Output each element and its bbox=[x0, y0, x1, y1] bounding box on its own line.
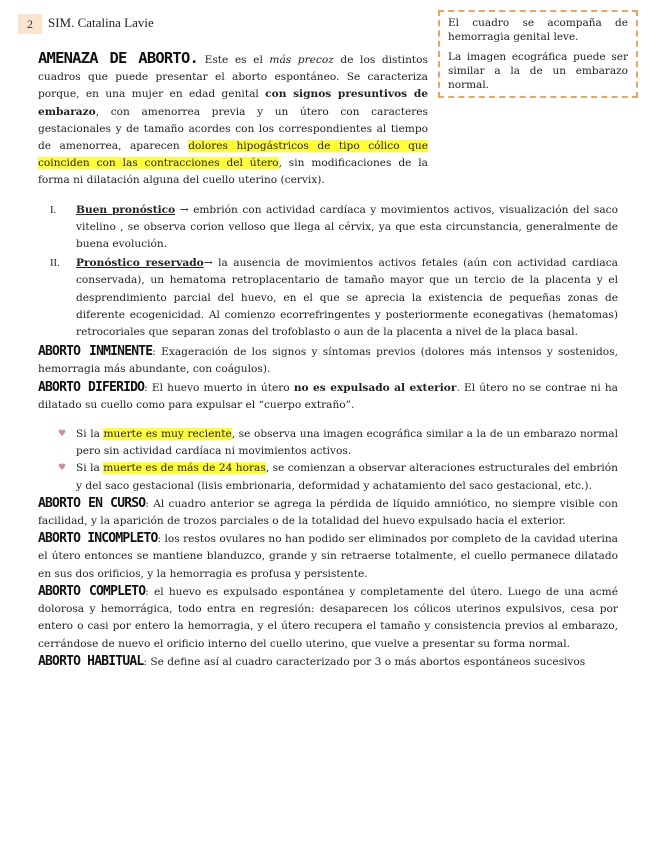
habitual-paragraph bbox=[38, 653, 618, 671]
heart-icon: ♥ bbox=[58, 429, 67, 440]
incompleto-title: ABORTO INCOMPLETO bbox=[38, 531, 158, 547]
page-number: 2 bbox=[18, 14, 42, 34]
inminente-paragraph bbox=[38, 343, 618, 378]
list-item bbox=[38, 202, 618, 254]
amenaza-paragraph bbox=[38, 50, 618, 190]
list-numeral: II. bbox=[50, 258, 60, 270]
list-item bbox=[38, 255, 618, 341]
habitual-title: ABORTO HABITUAL bbox=[38, 653, 144, 669]
incompleto-text: : los restos ovulares no han podido ser eliminados por completo de la cavidad uterina el útero entonces se mantiene blanduzco, grande y sin retraerse totalmente, el cuello permanece dilatado en sus dos orificios, y la hemorragia es profusa y persistente. bbox=[38, 533, 618, 580]
diferido-title: ABORTO DIFERIDO bbox=[38, 379, 145, 395]
author-name: SIM. Catalina Lavie bbox=[48, 15, 154, 30]
diferido-paragraph bbox=[38, 379, 618, 414]
bullet-text-post: , se observa una imagen ecográfica similar a la de un embarazo normal pero sin actividad cardíaca ni movimientos activos. bbox=[76, 428, 618, 458]
note-line-1: El cuadro se acompaña de hemorragia genital leve. bbox=[448, 17, 628, 43]
list-item bbox=[38, 426, 618, 460]
inminente-text: : Exageración de los signos y síntomas previos (dolores más intensos y sostenidos, hemorragia más abundante, con coágulos). bbox=[38, 346, 618, 376]
habitual-text: : Se define así al cuadro caracterizado por 3 o más abortos espontáneos sucesivos bbox=[143, 655, 586, 668]
amenaza-text-3: de los distintos cuadros que puede presentar el aborto espontáneo. Se caracteriza porque, en una mujer en edad genital bbox=[38, 54, 428, 101]
amenaza-text-4: con signos presuntivos de embarazo bbox=[38, 88, 428, 118]
arrow-glyph: → bbox=[175, 203, 194, 216]
diferido-text-3: . El útero no se contrae ni ha dilatado su cuello como para expulsar el “cuerpo extraño”. bbox=[38, 381, 618, 411]
pronostico-list bbox=[38, 202, 618, 342]
en-curso-paragraph bbox=[38, 495, 618, 530]
amenaza-text-1: Este es el bbox=[198, 54, 270, 66]
pronostico-text: la ausencia de movimientos activos fetales (aún con actividad cardiaca conservada), un hematoma retroplacentario de tamaño mayor que un tercio de la placenta y el desprendimiento parcial del huevo, en el que se aprecia la existencia de pequeñas zonas de diferente ecogenicidad. Al comienzo ecorrefringentes y posteriormente econegativas (hematomas) retrocoriales que separan zonas del trofoblasto o aun de la placenta a nivel de la placa basal. bbox=[76, 257, 618, 339]
completo-text: : el huevo es expulsado espontánea y completamente del útero. Luego de una acmé dolorosa y hemorrágica, todo entra en regresión: desaparecen los cólicos uterinos expulsivos, cesa por entero o casi por entero la hemorragia, y el útero recupera el tamaño y consistencia previos al embarazo, cerrándose de nuevo el orificio interno del cuello uterino, que vuelve a presentar su forma normal. bbox=[38, 585, 618, 650]
list-item bbox=[38, 460, 618, 494]
completo-title: ABORTO COMPLETO bbox=[38, 583, 146, 599]
completo-paragraph bbox=[38, 583, 618, 653]
pronostico-text: embrión con actividad cardíaca y movimientos activos, visualización del saco vitelino , se observa corion velloso que llega al cérvix, ya que esta circunstancia, generalmente de buena evolución. bbox=[76, 203, 618, 251]
document-body bbox=[38, 50, 618, 671]
bullet-text-pre: Si la bbox=[76, 462, 104, 475]
pronostico-label: Pronóstico reservado bbox=[76, 257, 204, 270]
inminente-title: ABORTO INMINENTE bbox=[38, 344, 153, 360]
bullet-text-post: , se comienzan a observar alteraciones estructurales del embrión y del saco gestacional (lisis embrionaria, deformidad y achatamiento del saco gestacional, etc.). bbox=[76, 462, 618, 492]
note-line-2: La imagen ecográfica puede ser similar a la de un embarazo normal. bbox=[448, 51, 628, 91]
en-curso-text: : Al cuadro anterior se agrega la pérdida de líquido amniótico, no siempre visible con facilidad, y la aparición de trozos parciales o de la totalidad del huevo expulsado hacia el exterior. bbox=[38, 497, 619, 528]
amenaza-text-7: , sin modificaciones de la forma ni dilatación alguna del cuello uterino (cervix). bbox=[38, 157, 428, 187]
arrow-glyph: → bbox=[203, 257, 219, 270]
bullet-highlight: muerte es muy reciente bbox=[103, 428, 232, 441]
amenaza-text-5: , con amenorrea previa y un útero con caracteres gestacionales y de tamaño acordes con los correspondientes al tiempo de amenorrea, aparecen bbox=[38, 105, 428, 153]
diferido-bullets bbox=[38, 426, 618, 495]
diferido-text-2: no es expulsado al exterior bbox=[293, 381, 457, 394]
diferido-text-1: : El huevo muerto in útero bbox=[144, 381, 294, 394]
pronostico-label: Buen pronóstico bbox=[76, 203, 176, 216]
en-curso-title: ABORTO EN CURSO bbox=[38, 495, 146, 511]
amenaza-title: AMENAZA DE ABORTO. bbox=[38, 49, 199, 67]
list-numeral: I. bbox=[50, 204, 57, 216]
amenaza-highlight: dolores hipogástricos de tipo cólico que coinciden con las contracciones del útero bbox=[38, 140, 428, 170]
incompleto-paragraph bbox=[38, 530, 618, 583]
heart-icon: ♥ bbox=[58, 463, 67, 474]
amenaza-text-2: más precoz bbox=[269, 54, 334, 66]
bullet-highlight: muerte es de más de 24 horas bbox=[103, 462, 266, 475]
bullet-text-pre: Si la bbox=[76, 428, 104, 441]
